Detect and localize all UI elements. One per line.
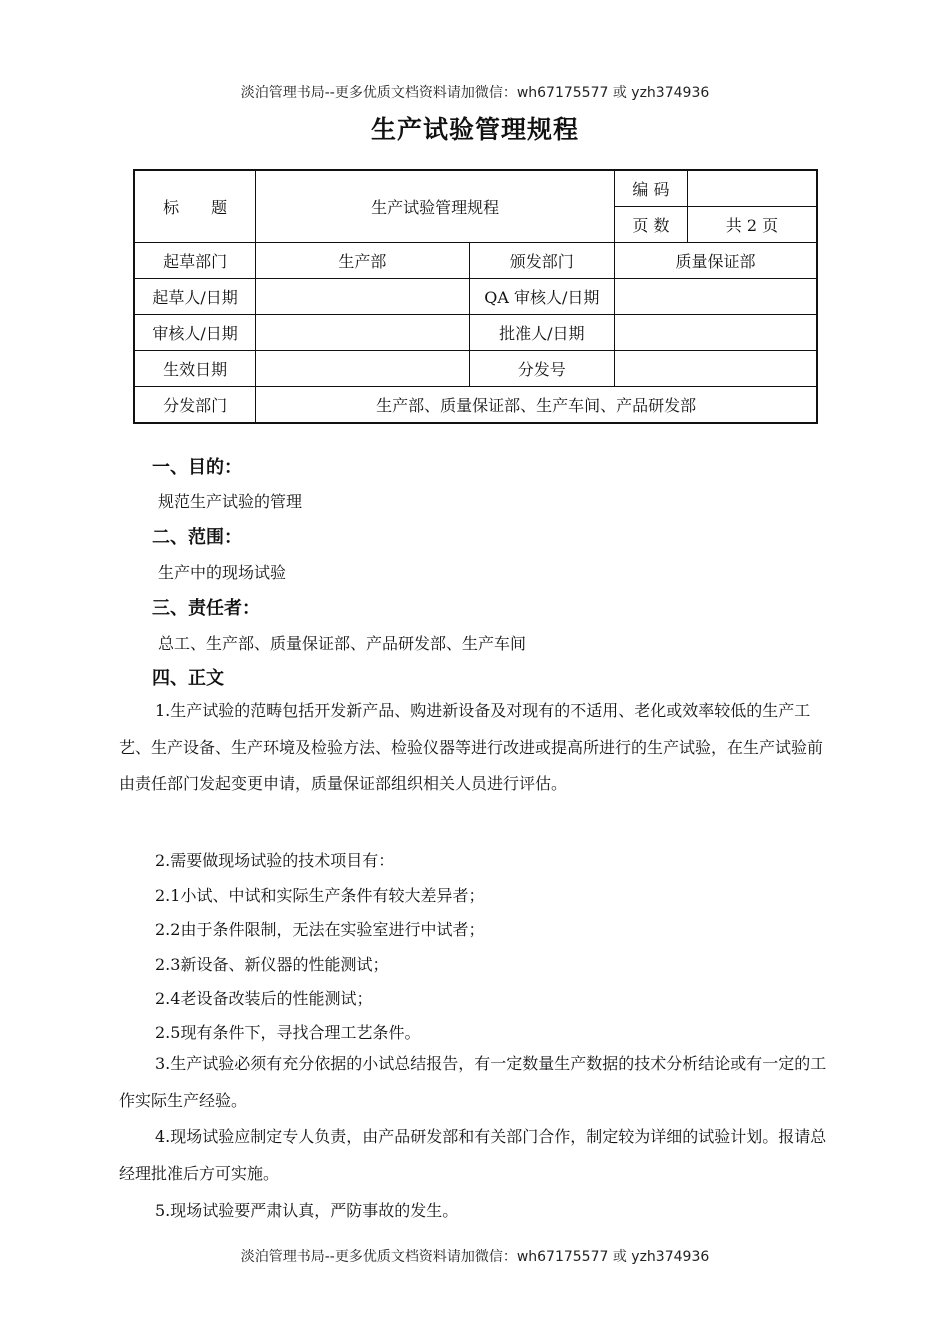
body-paragraph-4: 4.现场试验应制定专人负责，由产品研发部和有关部门合作，制定较为详细的试验计划。报请总经理批准后方可实施。 xyxy=(119,1127,827,1183)
body-item-2-1: 2.1小试、中试和实际生产条件有较大差异者； xyxy=(155,886,485,905)
draft-dept-label: 起草部门 xyxy=(134,243,256,279)
section-responsible-text: 总工、生产部、质量保证部、产品研发部、生产车间 xyxy=(158,634,527,653)
reviewer-label: 审核人/日期 xyxy=(134,315,256,351)
header-note: 淡泊管理书局--更多优质文档资料请加微信：wh67175577 或 yzh374936 xyxy=(240,85,710,101)
section-responsible-heading: 三、责任者： xyxy=(152,598,260,619)
footer-note: 淡泊管理书局--更多优质文档资料请加微信：wh67175577 或 yzh374936 xyxy=(240,1249,710,1265)
section-scope-text: 生产中的现场试验 xyxy=(158,563,287,582)
drafter-label: 起草人/日期 xyxy=(134,279,256,315)
distribution-dept-label: 分发部门 xyxy=(134,387,256,424)
section-purpose-heading: 一、目的： xyxy=(152,457,242,478)
code-value xyxy=(687,170,817,207)
pages-label: 页 数 xyxy=(615,207,688,243)
body-paragraph-3: 3.生产试验必须有充分依据的小试总结报告，有一定数量生产数据的技术分析结论或有一定的工作实际生产经验。 xyxy=(119,1054,827,1110)
document-info-table xyxy=(133,169,818,424)
title-label: 标 题 xyxy=(134,170,256,243)
qa-reviewer-value xyxy=(615,279,817,315)
draft-dept-value: 生产部 xyxy=(256,243,469,279)
body-item-2-3: 2.3新设备、新仪器的性能测试； xyxy=(155,955,389,974)
distribution-dept-value: 生产部、质量保证部、生产车间、产品研发部 xyxy=(256,387,817,424)
issue-dept-label: 颁发部门 xyxy=(469,243,615,279)
effective-date-value xyxy=(256,351,469,387)
issue-dept-value: 质量保证部 xyxy=(615,243,817,279)
pages-value: 共 2 页 xyxy=(687,207,817,243)
approver-value xyxy=(615,315,817,351)
approver-label: 批准人/日期 xyxy=(469,315,615,351)
body-item-2-4: 2.4老设备改装后的性能测试； xyxy=(155,989,373,1008)
body-paragraph-5: 5.现场试验要严肃认真，严防事故的发生。 xyxy=(155,1201,459,1220)
body-item-2-2: 2.2由于条件限制，无法在实验室进行中试者； xyxy=(155,920,485,939)
reviewer-value xyxy=(256,315,469,351)
body-paragraph-2: 2.需要做现场试验的技术项目有： xyxy=(155,851,395,870)
code-label: 编 码 xyxy=(615,170,688,207)
section-body-heading: 四、正文 xyxy=(152,668,224,689)
title-value: 生产试验管理规程 xyxy=(256,170,615,243)
body-paragraph-1: 1.生产试验的范畴包括开发新产品、购进新设备及对现有的不适用、老化或效率较低的生产工艺、生产设备、生产环境及检验方法、检验仪器等进行改进或提高所进行的生产试验，在生产试验前由责任部门发起变更申请，质量保证部组织相关人员进行评估。 xyxy=(119,701,824,793)
section-purpose-text: 规范生产试验的管理 xyxy=(158,492,303,511)
distribution-number-value xyxy=(615,351,817,387)
body-item-2-5: 2.5现有条件下，寻找合理工艺条件。 xyxy=(155,1023,421,1042)
distribution-number-label: 分发号 xyxy=(469,351,615,387)
document-title: 生产试验管理规程 xyxy=(370,115,579,144)
drafter-value xyxy=(256,279,469,315)
qa-reviewer-label: QA 审核人/日期 xyxy=(469,279,615,315)
effective-date-label: 生效日期 xyxy=(134,351,256,387)
section-scope-heading: 二、范围： xyxy=(152,527,242,548)
